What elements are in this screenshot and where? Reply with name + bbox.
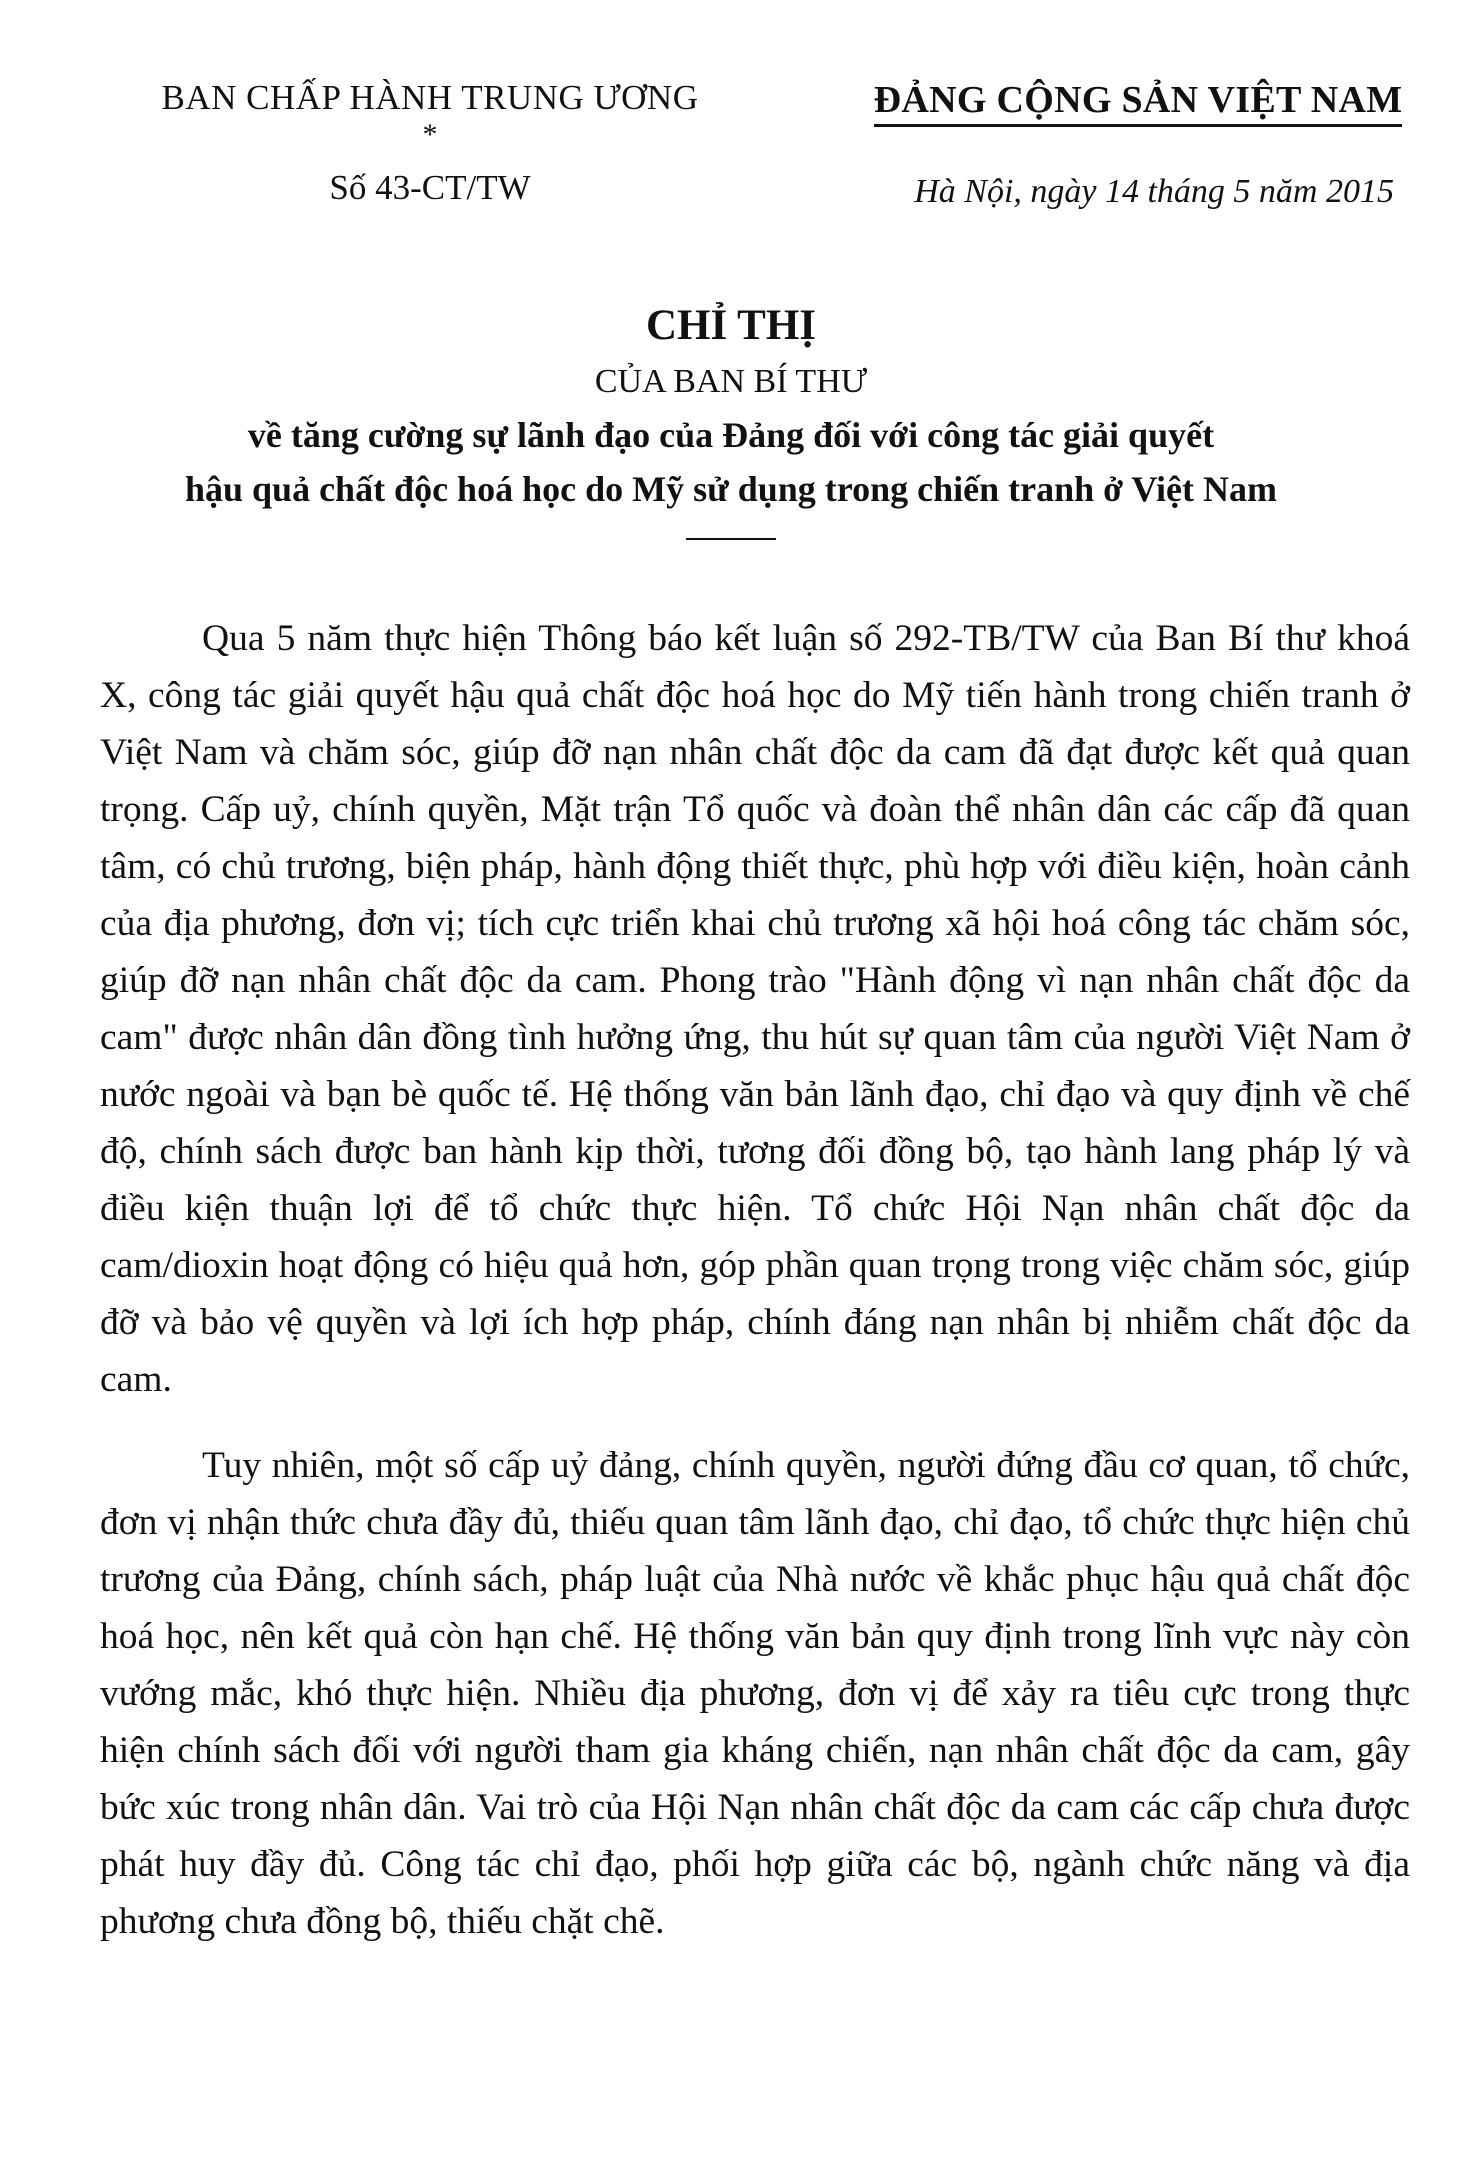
document-body (100, 610, 1410, 1950)
document-number: Số 43-CT/TW (329, 168, 531, 207)
issuing-body-block (110, 78, 750, 208)
title-block (100, 300, 1362, 540)
document-type: CHỈ THỊ (645, 302, 817, 349)
party-name: ĐẢNG CỘNG SẢN VIỆT NAM (874, 78, 1403, 127)
title-divider (686, 538, 776, 540)
issuing-organization: BAN CHẤP HÀNH TRUNG ƯƠNG (161, 78, 699, 117)
separator-star: * (422, 118, 438, 151)
party-block (838, 78, 1438, 211)
subject-line-2: hậu quả chất độc hoá học do Mỹ sử dụng trong chiến tranh ở Việt Nam (184, 469, 1278, 509)
document-issuer: CỦA BAN BÍ THƯ (594, 363, 868, 400)
body-paragraph: Tuy nhiên, một số cấp uỷ đảng, chính quyền, người đứng đầu cơ quan, tổ chức, đơn vị nhận thức chưa đầy đủ, thiếu quan tâm lãnh đạo, chỉ đạo, tổ chức thực hiện chủ trương của Đảng, chính sách, pháp luật của Nhà nước về khắc phục hậu quả chất độc hoá học, nên kết quả còn hạn chế. Hệ thống văn bản quy định trong lĩnh vực này còn vướng mắc, khó thực hiện. Nhiều địa phương, đơn vị để xảy ra tiêu cực trong thực hiện chính sách đối với người tham gia kháng chiến, nạn nhân chất độc da cam, gây bức xúc trong nhân dân. Vai trò của Hội Nạn nhân chất độc da cam các cấp chưa được phát huy đầy đủ. Công tác chỉ đạo, phối hợp giữa các bộ, ngành chức năng và địa phương chưa đồng bộ, thiếu chặt chẽ. (100, 1445, 1410, 1942)
place-date: Hà Nội, ngày 14 tháng 5 năm 2015 (914, 173, 1394, 210)
subject-line-1: về tăng cường sự lãnh đạo của Đảng đối với công tác giải quyết (247, 415, 1215, 455)
body-paragraph: Qua 5 năm thực hiện Thông báo kết luận số 292-TB/TW của Ban Bí thư khoá X, công tác giải quyết hậu quả chất độc hoá học do Mỹ tiến hành trong chiến tranh ở Việt Nam và chăm sóc, giúp đỡ nạn nhân chất độc da cam đã đạt được kết quả quan trọng. Cấp uỷ, chính quyền, Mặt trận Tổ quốc và đoàn thể nhân dân các cấp đã quan tâm, có chủ trương, biện pháp, hành động thiết thực, phù hợp với điều kiện, hoàn cảnh của địa phương, đơn vị; tích cực triển khai chủ trương xã hội hoá công tác chăm sóc, giúp đỡ nạn nhân chất độc da cam. Phong trào "Hành động vì nạn nhân chất độc da cam" được nhân dân đồng tình hưởng ứng, thu hút sự quan tâm của người Việt Nam ở nước ngoài và bạn bè quốc tế. Hệ thống văn bản lãnh đạo, chỉ đạo và quy định về chế độ, chính sách được ban hành kịp thời, tương đối đồng bộ, tạo hành lang pháp lý và điều kiện thuận lợi để tổ chức thực hiện. Tổ chức Hội Nạn nhân chất độc da cam/dioxin hoạt động có hiệu quả hơn, góp phần quan trọng trong việc chăm sóc, giúp đỡ và bảo vệ quyền và lợi ích hợp pháp, chính đáng nạn nhân bị nhiễm chất độc da cam. (100, 618, 1410, 1400)
